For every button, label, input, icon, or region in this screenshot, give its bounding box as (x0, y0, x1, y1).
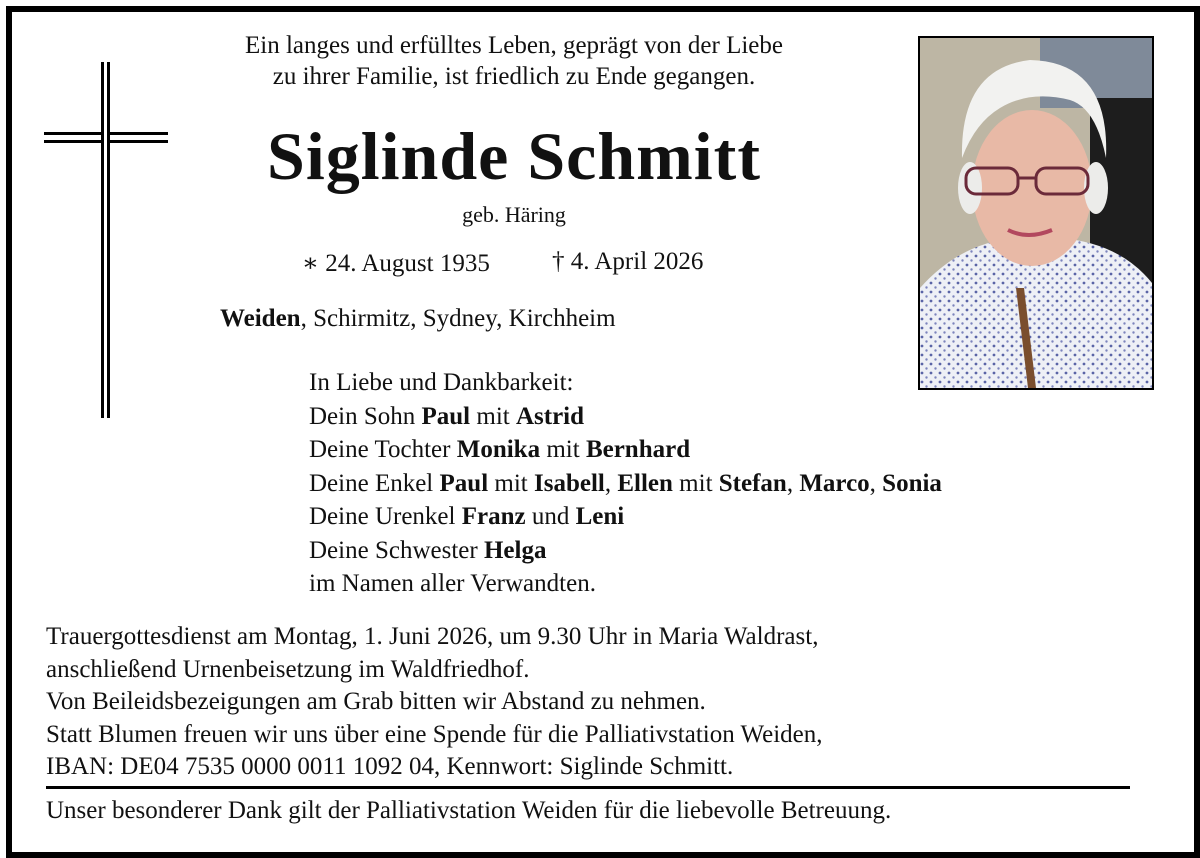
death-cross-icon: † (552, 248, 565, 275)
intro-text (0, 30, 1028, 92)
portrait-photo (918, 36, 1154, 390)
service-info (46, 621, 823, 784)
mourner-daughter: Deine Tochter Monika mit Bernhard (309, 436, 691, 463)
death-date-line (552, 248, 703, 276)
service-line-5: IBAN: DE04 7535 0000 0011 1092 04, Kennwort: Siglinde Schmitt. (46, 753, 734, 780)
places-other: , Schirmitz, Sydney, Kirchheim (300, 305, 616, 332)
death-date: 4. April 2026 (570, 248, 704, 275)
mourners-closing: im Namen aller Verwandten. (309, 570, 596, 597)
service-line-1: Trauergottesdienst am Montag, 1. Juni 2026, um 9.30 Uhr in Maria Waldrast, (46, 623, 819, 650)
birth-star-icon: ∗ (302, 250, 319, 277)
mourner-grandchildren: Deine Enkel Paul mit Isabell, Ellen mit Stefan, Marco, Sonia (309, 469, 942, 497)
service-line-2: anschließend Urnenbeisetzung im Waldfriedhof. (46, 655, 530, 683)
intro-line-1: Ein langes und erfülltes Leben, geprägt von der Liebe (244, 32, 783, 59)
final-thanks: Unser besonderer Dank gilt der Palliativstation Weiden für die liebevolle Betreuung. (46, 797, 892, 824)
born-name: geb. Häring (462, 202, 566, 227)
intro-line-2: zu ihrer Familie, ist friedlich zu Ende gegangen. (272, 63, 756, 90)
birth-date-line (302, 248, 490, 278)
mourner-sister: Deine Schwester Helga (309, 536, 547, 564)
places-line (220, 305, 616, 333)
mourner-great-grandchildren: Deine Urenkel Franz und Leni (309, 503, 625, 530)
divider-rule (46, 786, 1130, 789)
service-line-4: Statt Blumen freuen wir uns über eine Spende für die Palliativstation Weiden, (46, 720, 823, 748)
place-primary: Weiden (220, 305, 301, 332)
mourners-heading: In Liebe und Dankbarkeit: (309, 369, 574, 396)
service-line-3: Von Beileidsbezeigungen am Grab bitten wir Abstand zu nehmen. (46, 688, 706, 715)
birth-date: 24. August 1935 (325, 250, 490, 277)
mourners-block (309, 366, 942, 601)
deceased-name: Siglinde Schmitt (267, 118, 761, 194)
mourner-son: Dein Sohn Paul mit Astrid (309, 402, 585, 430)
